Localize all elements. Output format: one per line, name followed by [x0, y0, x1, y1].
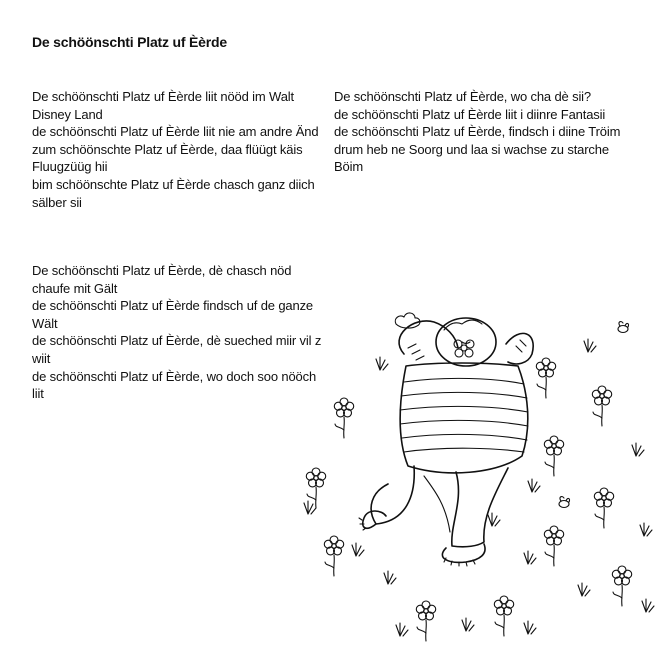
- stanza-line: de schöönschti Platz uf Èèrde liit nie am andre Änd: [32, 124, 319, 140]
- stanza-line: drum heb ne Soorg und laa si wachse zu starche Böim: [334, 141, 609, 175]
- stanza-2: [334, 88, 634, 176]
- stanza-line: de schöönschti Platz uf Èèrde, wo doch soo nööch liit: [32, 368, 317, 402]
- stanza-line: de schöönschti Platz uf Èèrde, dè sueched miir vil z wiit: [32, 333, 322, 366]
- stanza-line: de schöönschti Platz uf Èèrde findsch uf de ganze Wält: [32, 298, 313, 331]
- song-title: De schöönschti Platz uf Èèrde: [32, 34, 227, 50]
- child-lying-in-flower-meadow-icon: [296, 296, 667, 667]
- stanza-line: De schöönschti Platz uf Èèrde, wo cha dè sii?: [334, 89, 592, 104]
- stanza-line: bim schöönschte Platz uf Èèrde chasch ganz diich sälber sii: [32, 176, 315, 210]
- stanza-line: de schöönschti Platz uf Èèrde liit i diinre Fantasii: [334, 106, 606, 122]
- stanza-line: De schöönschti Platz uf Èèrde liit nööd im Walt Disney Land: [32, 89, 294, 122]
- stanza-line: de schöönschti Platz uf Èèrde, findsch i diine Tröim: [334, 124, 621, 140]
- stanza-line: zum schöönschte Platz uf Èèrde, daa flüügt käis Fluugzüüg hii: [32, 141, 303, 175]
- stanza-1: [32, 88, 322, 211]
- stanza-3: [32, 262, 322, 403]
- stanza-line: De schöönschti Platz uf Èèrde, dè chasch nöd chaufe mit Gält: [32, 263, 292, 296]
